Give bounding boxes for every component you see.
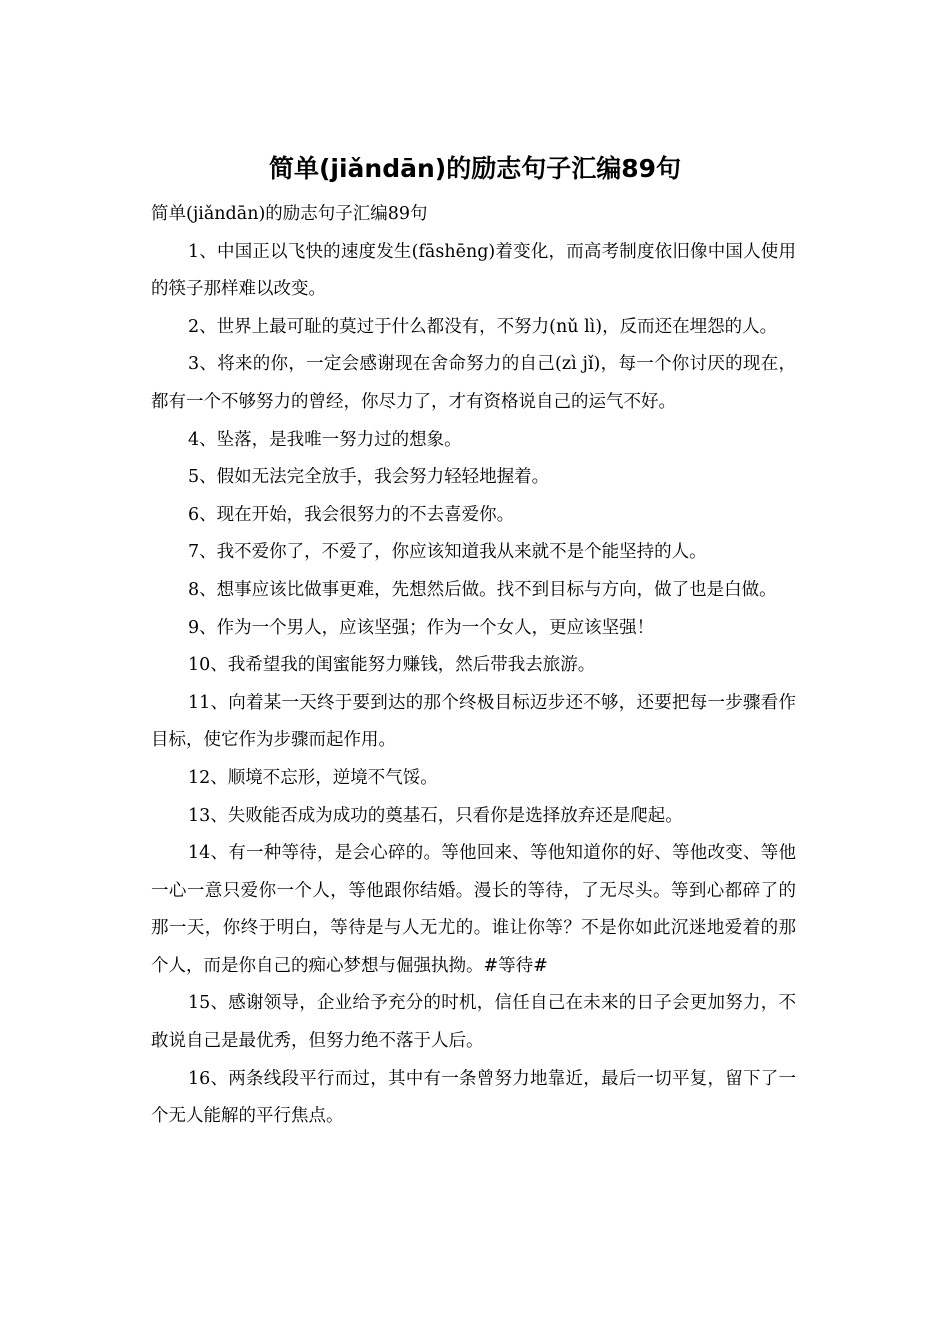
list-item: 2、世界上最可耻的莫过于什么都没有，不努力(nǔ lì)，反而还在埋怨的人。 (188, 316, 778, 337)
list-item: 10、我希望我的闺蜜能努力赚钱，然后带我去旅游。 (188, 655, 596, 676)
list-item: 13、失败能否成为成功的奠基石，只看你是选择放弃还是爬起。 (188, 805, 683, 826)
list-item: 16、两条线段平行而过，其中有一条曾努力地靠近，最后一切平复，留下了一个无人能解的平行焦点。 (151, 1068, 796, 1127)
document-title: 简单(jiǎndān)的励志句子汇编89句 (268, 154, 681, 183)
list-item: 9、作为一个男人，应该坚强；作为一个女人，更应该坚强！ (188, 617, 655, 638)
document-body (151, 196, 796, 1136)
list-item: 5、假如无法完全放手，我会努力轻轻地握着。 (188, 467, 550, 488)
list-item: 3、将来的你，一定会感谢现在舍命努力的自己(zì jǐ)，每一个你讨厌的现在，都有一个不够努力的曾经，你尽力了，才有资格说自己的运气不好。 (151, 354, 796, 412)
list-item: 11、向着某一天终于要到达的那个终极目标迈步还不够，还要把每一步骤看作目标，使它作为步骤而起作用。 (151, 692, 796, 751)
list-item: 4、坠落，是我唯一努力过的想象。 (188, 429, 462, 450)
list-item: 7、我不爱你了，不爱了，你应该知道我从来就不是个能坚持的人。 (188, 542, 707, 563)
list-item: 1、中国正以飞快的速度发生(fāshēng)着变化，而高考制度依旧像中国人使用的筷子那样难以改变。 (151, 241, 796, 300)
list-item: 12、顺境不忘形，逆境不气馁。 (188, 767, 438, 788)
list-item: 15、感谢领导，企业给予充分的时机，信任自己在未来的日子会更加努力，不敢说自己是最优秀，但努力绝不落于人后。 (151, 993, 796, 1052)
list-item: 6、现在开始，我会很努力的不去喜爱你。 (188, 504, 515, 525)
list-item: 14、有一种等待，是会心碎的。等他回来、等他知道你的好、等他改变、等他一心一意只爱你一个人，等他跟你结婚。漫长的等待，了无尽头。等到心都碎了的那一天，你终于明白，等待是与人无尤的。谁让你等？不是你如此沉迷地爱着的那个人，而是你自己的痴心梦想与倔强执拗。#等待# (151, 843, 796, 976)
document-subtitle: 简单(jiǎndān)的励志句子汇编89句 (151, 204, 428, 224)
list-item: 8、想事应该比做事更难，先想然后做。找不到目标与方向，做了也是白做。 (188, 579, 777, 600)
